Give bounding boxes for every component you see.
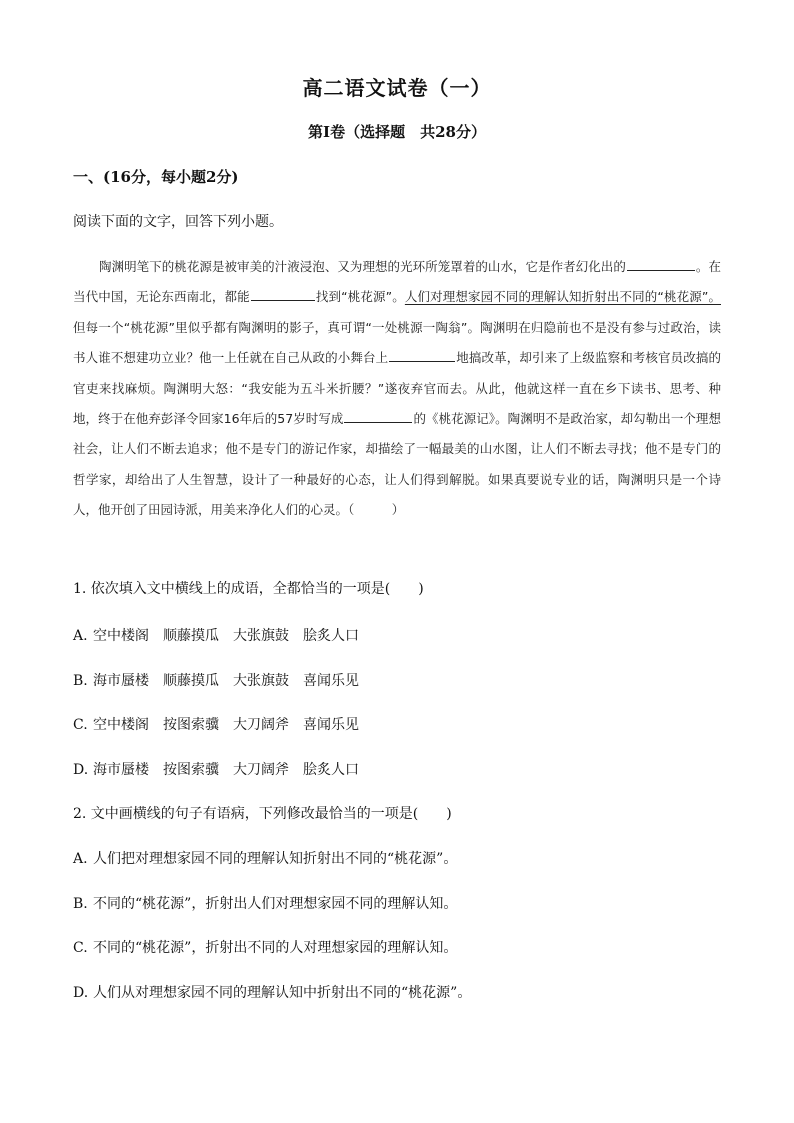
option-item: 海市蜃楼 <box>93 762 149 778</box>
question-2-option-a[interactable] <box>73 848 457 868</box>
option-item: 空中楼阁 <box>93 628 149 644</box>
option-letter: A. <box>73 628 88 644</box>
option-item: 脍炙人口 <box>303 628 359 644</box>
option-item: 空中楼阁 <box>93 717 149 733</box>
question-2-option-b[interactable] <box>73 893 457 913</box>
reading-instruction: 阅读下面的文字，回答下列小题。 <box>73 214 283 230</box>
option-item: 大刀阔斧 <box>233 717 289 733</box>
option-letter: D. <box>73 985 89 1001</box>
question-1-option-c[interactable] <box>73 714 373 734</box>
fill-blank-2 <box>251 286 315 301</box>
option-item: 大张旗鼓 <box>233 628 289 644</box>
reading-passage <box>73 252 721 526</box>
option-item: 按图索骥 <box>163 717 219 733</box>
option-letter: C. <box>73 717 88 733</box>
passage-text-1: 陶渊明笔下的桃花源是被审美的汁液浸泡、又为理想的光环所笼罩着的山水，它是作者幻化出的 <box>99 259 626 274</box>
option-item: 喜闻乐见 <box>303 717 359 733</box>
fill-blank-1 <box>627 256 695 271</box>
passage-text-2: 。在当代中国，无论东西南北，都能 <box>73 259 721 305</box>
option-item: 顺藤摸瓜 <box>163 628 219 644</box>
option-text: 人们从对理想家园不同的理解认知中折射出不同的“桃花源”。 <box>93 985 472 1001</box>
option-letter: B. <box>73 673 88 689</box>
passage-text-3: 找到“桃花源”。 <box>315 289 405 305</box>
underlined-sentence: 人们对理想家园不同的理解认知折射出不同的“桃花源”。 <box>404 289 721 305</box>
question-1-option-a[interactable] <box>73 625 373 645</box>
question-2-option-c[interactable] <box>73 937 457 957</box>
question-2-stem: 2. 文中画横线的句子有语病，下列修改最恰当的一项是( ) <box>73 806 452 822</box>
exam-title: 高二语文试卷（一） <box>302 76 492 100</box>
option-item: 喜闻乐见 <box>303 673 359 689</box>
passage-text-5: 地搞改革，却引来了上级监察和考核官员改搞的官吏来找麻烦。陶渊明大怒：“我安能为五斗米折腰？”遂夜弃官而去。从此，他就这样一直在乡下读书、思考、种地，终于在他弃彭泽令回家16年后的57岁时写成 <box>73 350 721 427</box>
question-1-option-d[interactable] <box>73 759 373 779</box>
option-item: 海市蜃楼 <box>93 673 149 689</box>
option-text: 不同的“桃花源”，折射出人们对理想家园不同的理解认知。 <box>93 896 458 912</box>
section-heading: 一、(16分，每小题2分) <box>73 168 239 186</box>
option-item: 脍炙人口 <box>303 762 359 778</box>
fill-blank-4 <box>344 408 412 423</box>
question-2-option-d[interactable] <box>73 982 471 1002</box>
part-subtitle: 第Ⅰ卷（选择题 共28分） <box>308 123 486 141</box>
option-item: 大刀阔斧 <box>233 762 289 778</box>
question-1-option-b[interactable] <box>73 670 373 690</box>
option-letter: D. <box>73 762 89 778</box>
option-item: 顺藤摸瓜 <box>163 673 219 689</box>
option-letter: A. <box>73 851 88 867</box>
passage-text-6: 的《桃花源记》。陶渊明不是政治家，却勾勒出一个理想社会，让人们不断去追求；他不是专门的游记作家，却描绘了一幅最美的山水图，让人们不断去寻找；他不是专门的哲学家，却给出了人生智慧，设计了一种最好的心态，让人们得到解脱。如果真要说专业的话，陶渊明只是一个诗人，他开创了田园诗派，用美来净化人们的心灵。（ ） <box>73 411 721 518</box>
fill-blank-3 <box>389 347 455 362</box>
option-text: 不同的“桃花源”，折射出不同的人对理想家园的理解认知。 <box>93 940 458 956</box>
question-1-stem: 1. 依次填入文中横线上的成语，全都恰当的一项是( ) <box>73 581 424 597</box>
option-item: 大张旗鼓 <box>233 673 289 689</box>
option-item: 按图索骥 <box>163 762 219 778</box>
option-text: 人们把对理想家园不同的理解认知折射出不同的“桃花源”。 <box>93 851 458 867</box>
option-letter: C. <box>73 940 88 956</box>
passage-text-4: 但每一个“桃花源”里似乎都有陶渊明的影子，真可谓“一处桃源一陶翁”。陶渊明在归隐前也不是没有参与过政治，读书人谁不想建功立业？他一上任就在自己从政的小舞台上 <box>73 319 721 366</box>
option-letter: B. <box>73 896 88 912</box>
